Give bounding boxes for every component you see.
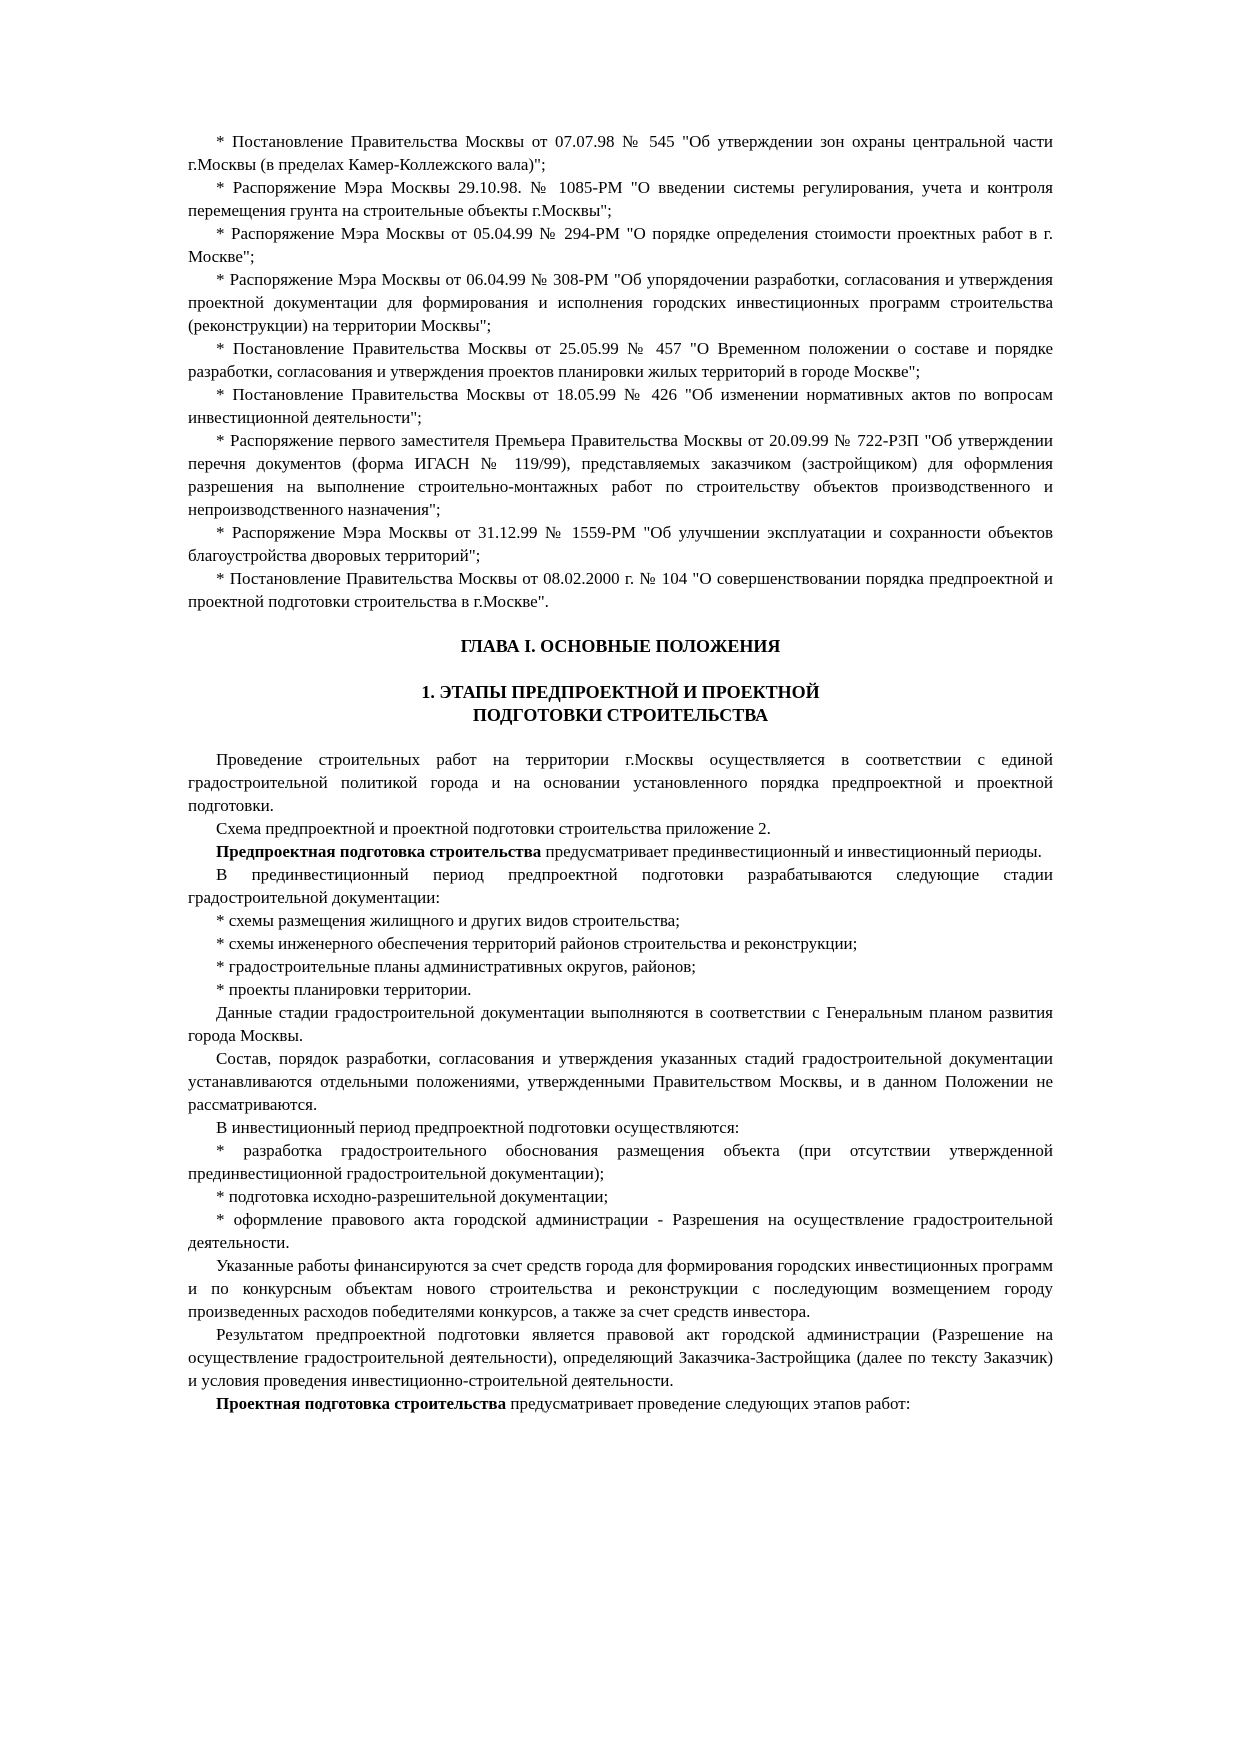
paragraph-text: предусматривает проведение следующих этапов работ:: [506, 1394, 911, 1413]
bold-lead-text: Проектная подготовка строительства: [216, 1394, 507, 1413]
paragraph-text: предусматривает прединвестиционный и инвестиционный периоды.: [541, 842, 1042, 861]
paragraph: Проведение строительных работ на территории г.Москвы осуществляется в соответствии с единой градостроительной политикой города и на основании установленного порядка предпроектной и проектной подготовки.: [188, 750, 1053, 815]
list-item: * проекты планировки территории.: [216, 980, 472, 999]
legal-act-item: * Распоряжение Мэра Москвы от 05.04.99 № 294-РМ "О порядке определения стоимости проектных работ в г. Москве";: [188, 224, 1053, 266]
paragraph-bold-lead: [188, 840, 1053, 863]
section-heading-line1: 1. ЭТАПЫ ПРЕДПРОЕКТНОЙ И ПРОЕКТНОЙ: [421, 682, 820, 702]
bold-lead-text: Предпроектная подготовка строительства: [216, 842, 542, 861]
legal-act-item: * Постановление Правительства Москвы от 08.02.2000 г. № 104 "О совершенствовании порядка предпроектной и проектной подготовки строительства в г.Москве".: [188, 569, 1053, 611]
legal-act-item: * Постановление Правительства Москвы от 07.07.98 № 545 "Об утверждении зон охраны центральной части г.Москвы (в пределах Камер-Коллежского вала)";: [188, 132, 1053, 174]
paragraph: Результатом предпроектной подготовки является правовой акт городской администрации (Разрешение на осуществление градостроительной деятельности), определяющий Заказчика-Застройщика (далее по тексту Заказчик) и условия проведения инвестиционно-строительной деятельности.: [188, 1325, 1053, 1390]
paragraph: Данные стадии градостроительной документации выполняются в соответствии с Генеральным планом развития города Москвы.: [188, 1003, 1053, 1045]
list-item: * схемы инженерного обеспечения территорий районов строительства и реконструкции;: [216, 934, 858, 953]
legal-act-item: * Распоряжение первого заместителя Премьера Правительства Москвы от 20.09.99 № 722-РЗП "Об утверждении перечня документов (форма ИГАСН № 119/99), представляемых заказчиком (застройщиком) для оформления разрешения на выполнение строительно-монтажных работ по строительству объектов производственного и непроизводственного назначения";: [188, 431, 1053, 519]
section-heading: [188, 681, 1053, 727]
list-item: * схемы размещения жилищного и других видов строительства;: [216, 911, 680, 930]
section-heading-line2: ПОДГОТОВКИ СТРОИТЕЛЬСТВА: [472, 705, 769, 725]
list-item: * оформление правового акта городской администрации - Разрешения на осуществление градостроительной деятельности.: [188, 1210, 1053, 1252]
list-item: * подготовка исходно-разрешительной документации;: [216, 1187, 609, 1206]
legal-act-item: * Распоряжение Мэра Москвы 29.10.98. № 1085-РМ "О введении системы регулирования, учета и контроля перемещения грунта на строительные объекты г.Москвы";: [188, 178, 1053, 220]
legal-act-item: * Распоряжение Мэра Москвы от 31.12.99 № 1559-РМ "Об улучшении эксплуатации и сохранности объектов благоустройства дворовых территорий";: [188, 523, 1053, 565]
paragraph-bold-lead: [188, 1392, 1053, 1415]
paragraph: Указанные работы финансируются за счет средств города для формирования городских инвестиционных программ и по конкурсным объектам нового строительства и реконструкции с последующим возмещением городу произведенных расходов победителями конкурсов, а также за счет средств инвестора.: [188, 1256, 1053, 1321]
list-item: * разработка градостроительного обоснования размещения объекта (при отсутствии утвержденной прединвестиционной градостроительной документации);: [188, 1141, 1053, 1183]
chapter-heading: ГЛАВА I. ОСНОВНЫЕ ПОЛОЖЕНИЯ: [460, 636, 781, 656]
paragraph: Схема предпроектной и проектной подготовки строительства приложение 2.: [216, 819, 771, 838]
paragraph: В инвестиционный период предпроектной подготовки осуществляются:: [216, 1118, 740, 1137]
legal-act-item: * Постановление Правительства Москвы от 25.05.99 № 457 "О Временном положении о составе и порядке разработки, согласования и утверждения проектов планировки жилых территорий в городе Москве";: [188, 339, 1053, 381]
legal-act-item: * Постановление Правительства Москвы от 18.05.99 № 426 "Об изменении нормативных актов по вопросам инвестиционной деятельности";: [188, 385, 1053, 427]
paragraph: Состав, порядок разработки, согласования и утверждения указанных стадий градостроительной документации устанавливаются отдельными положениями, утвержденными Правительством Москвы, и в данном Положении не рассматриваются.: [188, 1049, 1053, 1114]
list-item: * градостроительные планы административных округов, районов;: [216, 957, 697, 976]
legal-act-item: * Распоряжение Мэра Москвы от 06.04.99 № 308-РМ "Об упорядочении разработки, согласования и утверждения проектной документации для формирования и исполнения городских инвестиционных программ строительства (реконструкции) на территории Москвы";: [188, 270, 1053, 335]
paragraph: В прединвестиционный период предпроектной подготовки разрабатываются следующие стадии градостроительной документации:: [188, 865, 1053, 907]
